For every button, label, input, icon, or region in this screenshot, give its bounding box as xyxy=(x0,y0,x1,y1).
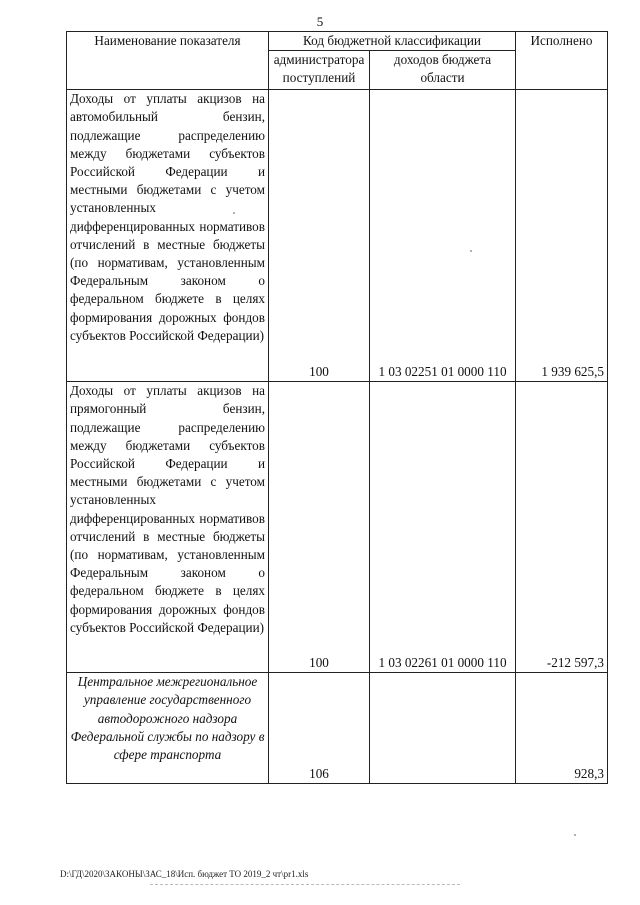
row-admin-code: 100 xyxy=(269,90,370,382)
header-admin-code: администратора поступлений xyxy=(269,51,370,90)
table-row xyxy=(67,382,608,673)
row-indicator-name: Доходы от уплаты акцизов на автомобильный бензин, подлежащие распределению между бюджетами субъектов Российской Федерации и местными бюджетами с учетом установленных дифференцированных нормативов отчислений в местные бюджеты (по нормативам, установленным Федеральным законом о федеральном бюджете в целях формирования дорожных фондов субъектов Российской Федерации) xyxy=(67,90,269,382)
scan-speck xyxy=(574,834,576,836)
row-executed-value: 1 939 625,5 xyxy=(516,90,608,382)
footer-file-path: D:\ГД\2020\ЗАКОНЫ\ЗАС_18\Исп. бюджет ТО 2019_2 чт\pr1.xls xyxy=(60,869,309,879)
table-row xyxy=(67,673,608,784)
row-income-code xyxy=(370,673,516,784)
header-indicator-name: Наименование показателя xyxy=(67,32,269,90)
scan-speck xyxy=(470,250,472,252)
row-indicator-name: Доходы от уплаты акцизов на прямогонный бензин, подлежащие распределению между бюджетами субъектов Российской Федерации и местными бюджетами с учетом установленных дифференцированных нормативов отчислений в местные бюджеты (по нормативам, установленным Федеральным законом о федеральном бюджете в целях формирования дорожных фондов субъектов Российской Федерации) xyxy=(67,382,269,673)
row-admin-code: 106 xyxy=(269,673,370,784)
header-row-top xyxy=(67,32,608,51)
row-executed-value: 928,3 xyxy=(516,673,608,784)
row-admin-code: 100 xyxy=(269,382,370,673)
budget-table xyxy=(66,31,608,784)
header-income-code: доходов бюджета области xyxy=(370,51,516,90)
page-number: 5 xyxy=(316,14,324,29)
row-income-code: 1 03 02261 01 0000 110 xyxy=(370,382,516,673)
scan-speck xyxy=(233,212,235,214)
header-budget-code: Код бюджетной классификации xyxy=(269,32,516,51)
header-executed: Исполнено xyxy=(516,32,608,90)
row-executed-value: -212 597,3 xyxy=(516,382,608,673)
scan-artifact-line xyxy=(150,884,460,886)
row-income-code: 1 03 02251 01 0000 110 xyxy=(370,90,516,382)
table-row xyxy=(67,90,608,382)
row-indicator-name: Центральное межрегиональное управление государственного автодорожного надзора Федеральной службы по надзору в сфере транспорта xyxy=(67,673,269,784)
